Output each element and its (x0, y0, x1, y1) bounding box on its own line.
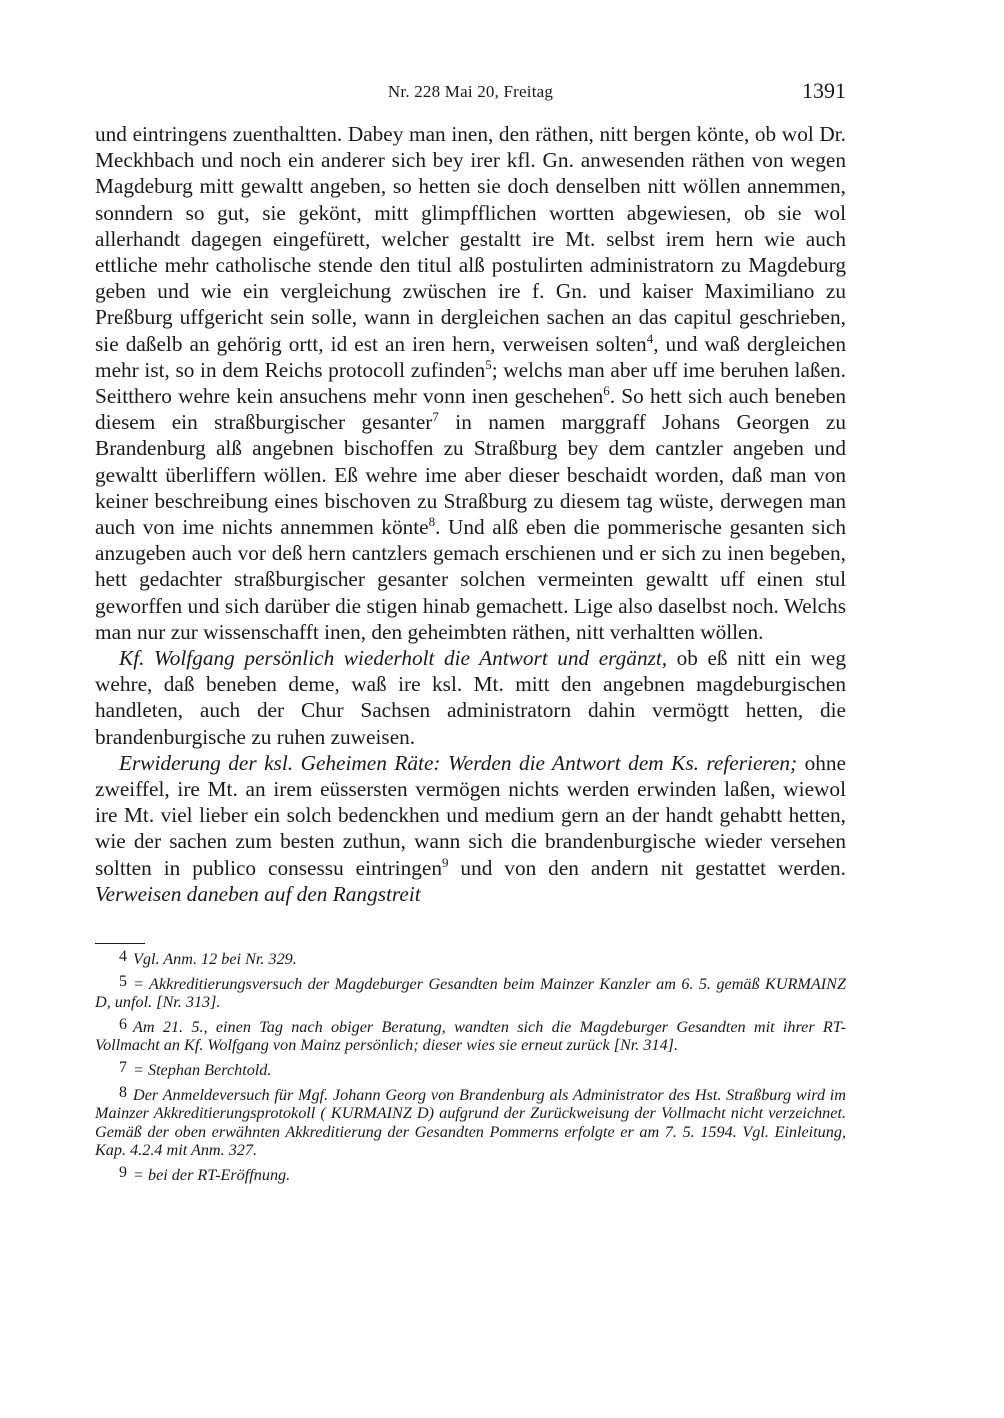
footnote-7 (95, 1059, 846, 1080)
main-text (95, 121, 846, 907)
footnote-number: 7 (119, 1059, 127, 1077)
footnote-text: Am 21. 5., einen Tag nach obiger Beratung, wandten sich die Magdeburger Gesandten mit ihrer RT-Vollmacht an Kf. Wolfgang von Mainz persönlich; dieser wies sie erneut zurück [Nr. 314]. (95, 1017, 846, 1055)
paragraph-1 (95, 121, 846, 645)
footnote-4 (95, 948, 846, 969)
footnote-ref-8[interactable]: 8 (428, 514, 436, 530)
editorial-summary: Verweisen daneben auf den Rangstreit (95, 881, 421, 906)
text-segment: . Und alß eben die pommerische gesanten sich anzugeben auch vor deß hern cantzlers gemach erschienen und er sich zu inen begeben, hett gedachter straßburgischer gesanter solchen vermeinten gewaltt uff einen stul geworffen und sich darüber die stigen hinab gemachett. Lige also daselbst noch. Welchs man nur zur wissenschafft inen, den geheimbten räthen, nitt verhaltten wöllen. (95, 515, 846, 644)
footnote-number: 6 (119, 1015, 127, 1033)
footnote-8 (95, 1084, 846, 1160)
footnote-number: 4 (119, 948, 127, 966)
text-segment: . So hett sich auch beneben diesem ein straßburgischer gesanter (95, 384, 846, 435)
footnote-ref-5[interactable]: 5 (485, 356, 492, 372)
footnote-ref-6[interactable]: 6 (603, 383, 610, 399)
paragraph-2 (95, 645, 846, 750)
page-number: 1391 (802, 78, 846, 103)
footnote-ref-4[interactable]: 4 (646, 330, 654, 346)
footnote-text: = Akkreditierungsversuch der Magdeburger Gesandten beim Mainzer Kanzler am 6. 5. gemäß KURMAINZ D, unfol. [Nr. 313]. (95, 974, 846, 1012)
text-segment: , und waß dergleichen mehr ist, so in dem Reichs protocoll zufinden (95, 331, 846, 382)
footnote-text: = Stephan Berchtold. (133, 1061, 272, 1080)
running-head-title: Nr. 228 Mai 20, Freitag (387, 82, 554, 101)
footnote-6 (95, 1016, 846, 1055)
text-segment: und von den andern nit gestattet werden. (448, 855, 847, 880)
text-segment: und eintringens zuenthaltten. Dabey man inen, den räthen, nitt bergen könte, ob wol Dr. Meckhbach und noch ein anderer sich bey irer kfl. Gn. anwesenden räthen von wegen Magdeburg mitt gewaltt angeben, so hetten sie doch denselben nitt wöllen annemmen, sonndern so gut, sie gekönt, mitt glimpfflichen wortten abgewiesen, ob sie wol allerhandt dagegen eingefürett, welcher gestaltt ire Mt. selbst irem hern wie auch ettliche mehr catholische stende den titul alß postulirten administratorn zu Magdeburg geben und wie ein vergleichung zwüschen ire f. Gn. und kaiser Maximiliano zu Preßburg uffgericht sein solle, wann in dergleichen sachen an das capitul geschrieben, sie daßelb an gehörig ortt, id est an iren hern, verweisen solten (95, 122, 846, 356)
footnote-number: 5 (119, 972, 127, 990)
text-segment: ob eß nitt ein weg wehre, daß beneben deme, waß ire ksl. Mt. mitt den angebnen magdeburgischen handleten, auch der Chur Sachsen administratorn dahin vermögtt hetten, die brandenburgische zu ruhen zuweisen. (95, 646, 846, 749)
footnote-text: Der Anmeldeversuch für Mgf. Johann Georg von Brandenburg als Administrator des Hst. Straßburg wird im Mainzer Akkreditierungsprotokoll ( KURMAINZ D) aufgrund der Zurückweisung der Vollmacht nicht verzeichnet. Gemäß der oben erwähnten Akkreditierung der Gesandten Pommerns erfolgte er am 7. 5. 1594. Vgl. Einleitung, Kap. 4.2.4 mit Anm. 327. (95, 1085, 846, 1160)
text-segment: ohne zweiffel, ire Mt. an irem eüssersten vermögen nichts werden erwinden laßen, wiewol ire Mt. viel lieber ein solch bedenckhen und medium gern an der handt gehabtt hetten, wie der sachen zum besten zuthun, wann sich die brandenburgische wieder versehen soltten in publico consessu eintringen (95, 750, 846, 880)
running-head (95, 78, 846, 108)
footnotes (95, 948, 846, 1185)
footnote-text: Vgl. Anm. 12 bei Nr. 329. (133, 950, 297, 969)
paragraph-3 (95, 750, 846, 907)
footnote-9 (95, 1164, 846, 1185)
footnote-number: 9 (119, 1164, 127, 1182)
footnote-text: = bei der RT-Eröffnung. (133, 1166, 291, 1185)
book-page (95, 78, 846, 1189)
footnote-ref-7[interactable]: 7 (432, 409, 439, 425)
footnote-5 (95, 973, 846, 1012)
footnote-divider (95, 943, 145, 944)
editorial-summary: Erwiderung der ksl. Geheimen Räte: Werden die Antwort dem Ks. referieren; (119, 750, 798, 775)
footnote-ref-9[interactable]: 9 (442, 854, 449, 870)
footnote-number: 8 (119, 1083, 127, 1101)
editorial-summary: Kf. Wolfgang persönlich wiederholt die Antwort und ergänzt, (119, 646, 668, 671)
text-segment: ; welchs man aber uff ime beruhen laßen. Seitthero wehre kein ansuchens mehr vonn inen geschehen (95, 357, 846, 409)
text-segment: in namen marggraff Johans Georgen zu Brandenburg alß angebnen bischoffen zu Straßburg bey dem cantzler angeben und gewaltt überliffern wöllen. Eß wehre ime aber dieser beschaidt worden, daß man von keiner beschreibung eines bischoven zu Straßburg zu diesem tag wüste, derwegen man auch von ime nichts annemmen könte (95, 410, 846, 540)
